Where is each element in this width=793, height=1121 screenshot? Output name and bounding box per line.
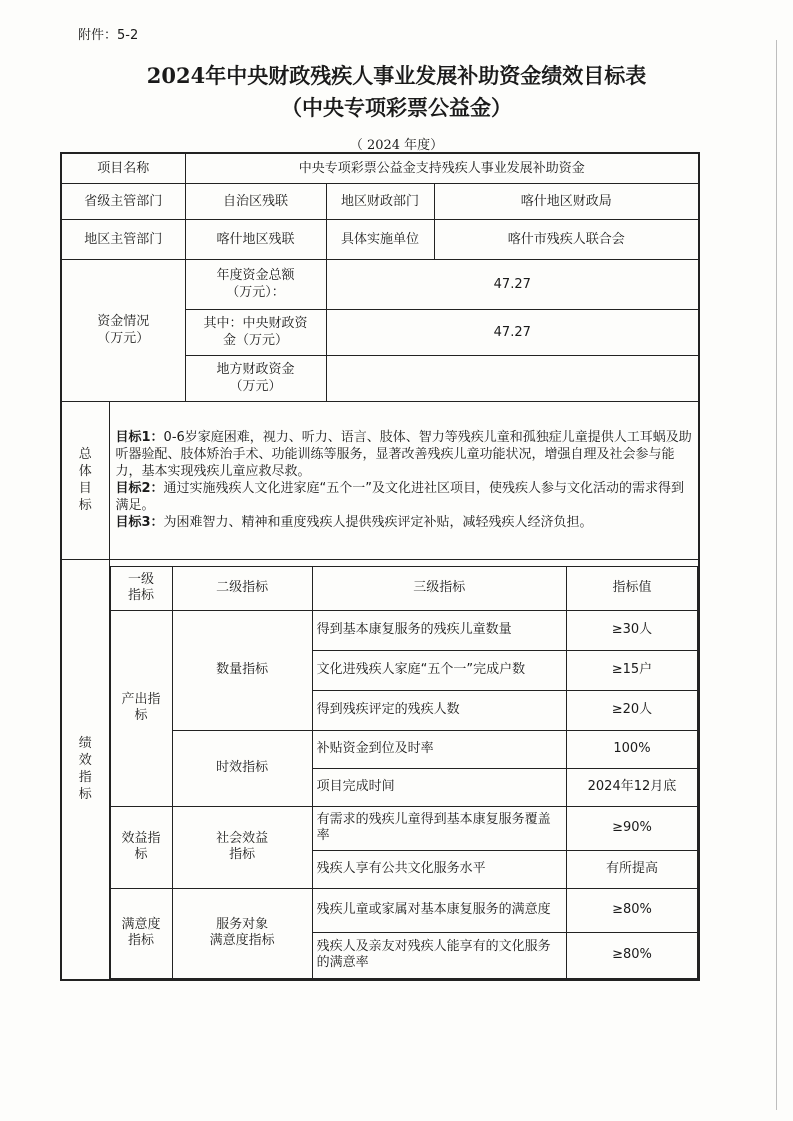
indicator-q1: 得到基本康复服务的残疾儿童数量	[312, 610, 566, 650]
project-name-label: 项目名称	[61, 153, 185, 183]
goals-label-char: 总	[78, 447, 92, 462]
header-level2: 二级指标	[172, 566, 312, 610]
provincial-dept-label: 省级主管部门	[61, 183, 185, 219]
indicator-t1-value: 100%	[566, 730, 697, 768]
indicator-t2-value: 2024年12月底	[566, 768, 697, 806]
indicator-q2-value: ≥15户	[566, 650, 697, 690]
overall-goals-text	[109, 401, 699, 559]
goal-2	[116, 480, 693, 514]
regional-finance: 喀什地区财政局	[434, 183, 699, 219]
indicator-b1: 有需求的残疾儿童得到基本康复服务覆盖率	[312, 806, 566, 850]
perf-label-char: 效	[78, 753, 92, 768]
funds-local-label	[185, 355, 326, 401]
indicator-b1-value: ≥90%	[566, 806, 697, 850]
funds-local-value	[326, 355, 699, 401]
funds-central-label-line1: 其中：中央财政资	[203, 316, 308, 331]
performance-label	[61, 559, 109, 980]
satisfaction-label-line1: 满意度	[121, 917, 161, 932]
quantity-indicator-label: 数量指标	[172, 610, 312, 730]
goal-1-text: 0-6岁家庭困难，视力、听力、语言、肢体、智力等残疾儿童和孤独症儿童提供人工耳蜗及助听器验配、肢体矫治手术、功能训练等服务，显著改善残疾儿童功能状况，增强自理及社会参与能力，基本实现残疾儿童应救尽救。	[115, 430, 692, 479]
attachment-label: 附件：5-2	[78, 28, 139, 43]
performance-section	[109, 559, 699, 980]
funds-total-label-line1: 年度资金总额	[216, 268, 295, 283]
indicator-s2: 残疾人及亲友对残疾人能享有的文化服务的满意率	[312, 932, 566, 978]
header-level1	[110, 566, 172, 610]
implementer-label: 具体实施单位	[326, 219, 434, 259]
social-benefit-line1: 社会效益	[216, 831, 269, 846]
goals-label-char: 体	[78, 464, 92, 479]
social-benefit-line2: 指标	[229, 847, 256, 862]
benefit-indicator-label	[110, 806, 172, 888]
perf-label-char: 指	[78, 770, 92, 785]
header-value: 指标值	[566, 566, 697, 610]
header-level1-line1: 一级	[128, 572, 155, 587]
doc-title: 2024年中央财政残疾人事业发展补助资金绩效目标表	[146, 63, 647, 88]
perf-label-char: 绩	[78, 736, 92, 751]
regional-dept: 喀什地区残联	[185, 219, 326, 259]
benefit-label-line2: 标	[134, 847, 148, 862]
indicator-q3-value: ≥20人	[566, 690, 697, 730]
indicator-b2-value: 有所提高	[566, 850, 697, 888]
goal-3-title: 目标3：	[115, 515, 164, 530]
funds-central-label-line2: 金（万元）	[223, 333, 289, 348]
funds-total-value: 47.27	[326, 259, 699, 309]
goals-label-char: 标	[78, 498, 92, 513]
goal-3-text: 为困难智力、精神和重度残疾人提供残疾评定补贴，减轻残疾人经济负担。	[163, 515, 593, 530]
indicator-t1: 补贴资金到位及时率	[312, 730, 566, 768]
header-level1-line2: 指标	[128, 588, 155, 603]
indicator-q1-value: ≥30人	[566, 610, 697, 650]
social-benefit-label	[172, 806, 312, 888]
provincial-dept: 自治区残联	[185, 183, 326, 219]
overall-goals-label	[61, 401, 109, 559]
service-satisfaction-line1: 服务对象	[216, 917, 269, 932]
perf-label-char: 标	[78, 787, 92, 802]
goal-1	[116, 429, 693, 480]
funds-total-label	[185, 259, 326, 309]
funds-central-label	[185, 309, 326, 355]
output-label-line1: 产出指	[121, 692, 161, 707]
funds-label-line2: （万元）	[97, 331, 150, 346]
indicator-s1: 残疾儿童或家属对基本康复服务的满意度	[312, 888, 566, 932]
funds-label	[61, 259, 185, 401]
indicator-s2-value: ≥80%	[566, 932, 697, 978]
regional-dept-label: 地区主管部门	[61, 219, 185, 259]
funds-total-label-line2: （万元）：	[226, 285, 285, 300]
time-indicator-label: 时效指标	[172, 730, 312, 806]
indicator-b2: 残疾人享有公共文化服务水平	[312, 850, 566, 888]
indicator-t2: 项目完成时间	[312, 768, 566, 806]
goals-label-char: 目	[78, 481, 92, 496]
funds-local-label-line2: （万元）	[229, 379, 282, 394]
goal-2-title: 目标2：	[115, 481, 164, 496]
goal-1-title: 目标1：	[115, 430, 164, 445]
goal-2-text: 通过实施残疾人文化进家庭“五个一”及文化进社区项目，使残疾人参与文化活动的需求得到满足。	[115, 481, 685, 513]
satisfaction-indicator-label	[110, 888, 172, 978]
implementer: 喀什市残疾人联合会	[434, 219, 699, 259]
project-name: 中央专项彩票公益金支持残疾人事业发展补助资金	[185, 153, 699, 183]
indicator-q2: 文化进残疾人家庭“五个一”完成户数	[312, 650, 566, 690]
satisfaction-label-line2: 指标	[128, 933, 155, 948]
header-level3: 三级指标	[312, 566, 566, 610]
goal-3	[116, 514, 693, 531]
funds-local-label-line1: 地方财政资金	[216, 362, 295, 377]
scan-edge-line	[776, 40, 777, 1110]
indicator-q3: 得到残疾评定的残疾人数	[312, 690, 566, 730]
regional-finance-label: 地区财政部门	[326, 183, 434, 219]
performance-indicators-table	[110, 566, 699, 979]
service-satisfaction-line2: 满意度指标	[209, 933, 275, 948]
doc-subtitle: （中央专项彩票公益金）	[281, 95, 512, 120]
fiscal-year: （ 2024 年度）	[349, 138, 444, 153]
service-satisfaction-label	[172, 888, 312, 978]
output-indicator-label	[110, 610, 172, 806]
output-label-line2: 标	[134, 708, 148, 723]
performance-table	[60, 152, 700, 981]
indicator-s1-value: ≥80%	[566, 888, 697, 932]
funds-central-value: 47.27	[326, 309, 699, 355]
benefit-label-line1: 效益指	[121, 831, 161, 846]
funds-label-line1: 资金情况	[97, 314, 150, 329]
